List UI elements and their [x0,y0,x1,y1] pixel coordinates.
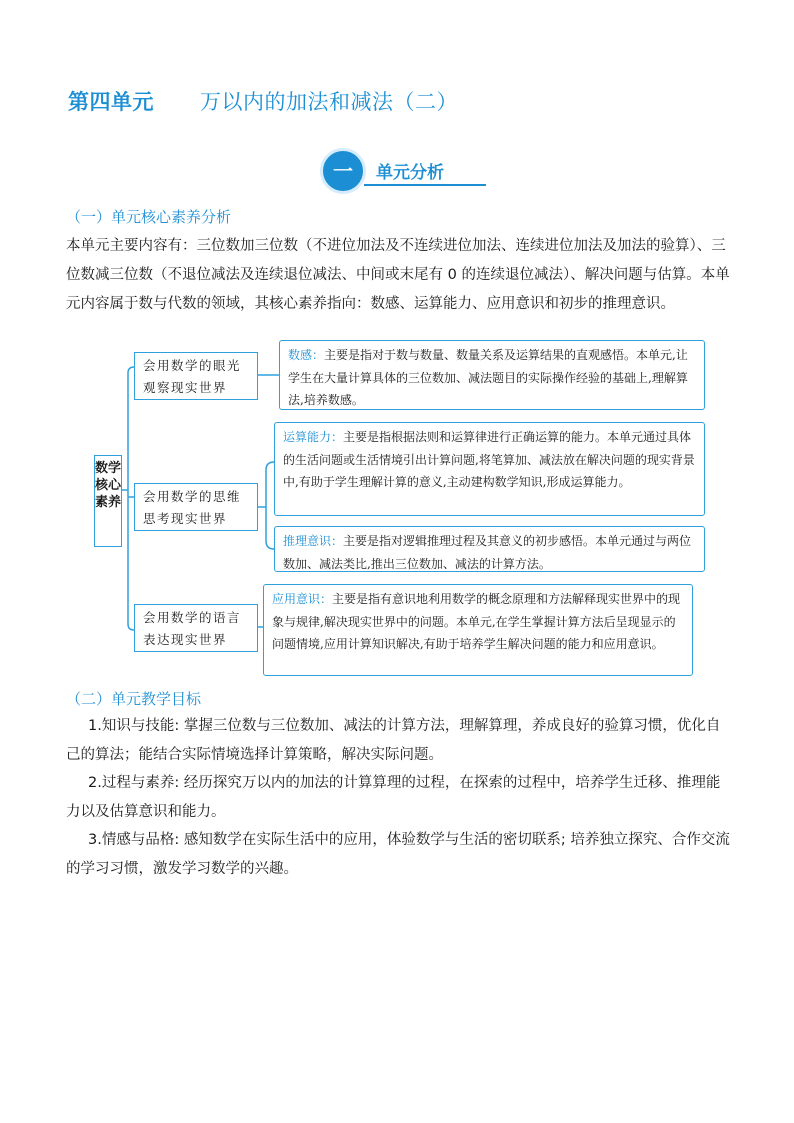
goal-item: 2.过程与素养: 经历探究万以内的加法的计算算理的过程，在探索的过程中，培养学生迁移、推理能力以及估算意识和能力。 [66,775,721,820]
branch-node-think: 会用数学的思维思考现实世界 [134,483,258,531]
section-heading-label: 单元分析 [376,163,444,183]
detail-box-number-sense [279,340,705,410]
intro-paragraph: 本单元主要内容有：三位数加三位数（不进位加法及不连续进位加法、连续进位加法及加法的验算）、三位数减三位数（不退位减法及连续退位减法、中间或末尾有 0 的连续退位减法）、解决问题与估算。本单元内容属于数与代数的领域，其核心素养指向：数感、运算能力、应用意识和初步的推理意识。 [66,238,730,312]
unit-subtitle: 万以内的加法和减法（二） [200,90,458,114]
subsection-title-goals: （二）单元教学目标 [66,690,202,708]
detail-text: 主要是指根据法则和运算律进行正确运算的能力。本单元通过具体的生活问题或生活情境引出计算问题,将笔算加、减法放在解决问题的现实背景中,有助于学生理解计算的意义,主动建构数学知识,形成运算能力。 [283,430,695,489]
detail-text: 主要是指有意识地利用数学的概念原理和方法解释现实世界中的现象与规律,解决现实世界中的问题。本单元,在学生掌握计算方法后呈现显示的问题情境,应用计算知识解决,有助于培养学生解决问题的能力和应用意识。 [272,592,681,651]
subsection-title-core: （一）单元核心素养分析 [66,208,232,226]
diagram-root-node: 数学核心素养 [94,455,122,547]
detail-keyword: 推理意识： [283,534,344,548]
detail-text: 主要是指对于数与数量、数量关系及运算结果的直观感悟。本单元,让学生在大量计算具体的三位数加、减法题目的实际操作经验的基础上,理解算法,培养数感。 [288,348,688,407]
goal-item: 1.知识与技能: 掌握三位数与三位数加、减法的计算方法，理解算理，养成良好的验算习惯，优化自己的算法；能结合实际情境选择计算策略，解决实际问题。 [66,718,721,763]
detail-box-application [263,584,693,676]
section-number-badge: 一 [320,148,366,194]
detail-box-reasoning [274,526,705,572]
detail-keyword: 数感： [288,348,325,362]
unit-label: 第四单元 [68,90,154,114]
detail-keyword: 应用意识： [272,592,333,606]
detail-box-computation [274,422,705,516]
goal-item: 3.情感与品格: 感知数学在实际生活中的应用，体验数学与生活的密切联系; 培养独立探究、合作交流的学习习惯，激发学习数学的兴趣。 [66,832,730,877]
detail-keyword: 运算能力： [283,430,344,444]
branch-node-observe: 会用数学的眼光观察现实世界 [134,352,258,400]
branch-node-express: 会用数学的语言表达现实世界 [134,604,258,652]
detail-text: 主要是指对逻辑推理过程及其意义的初步感悟。本单元通过与两位数加、减法类比,推出三位数加、减法的计算方法。 [283,534,692,571]
